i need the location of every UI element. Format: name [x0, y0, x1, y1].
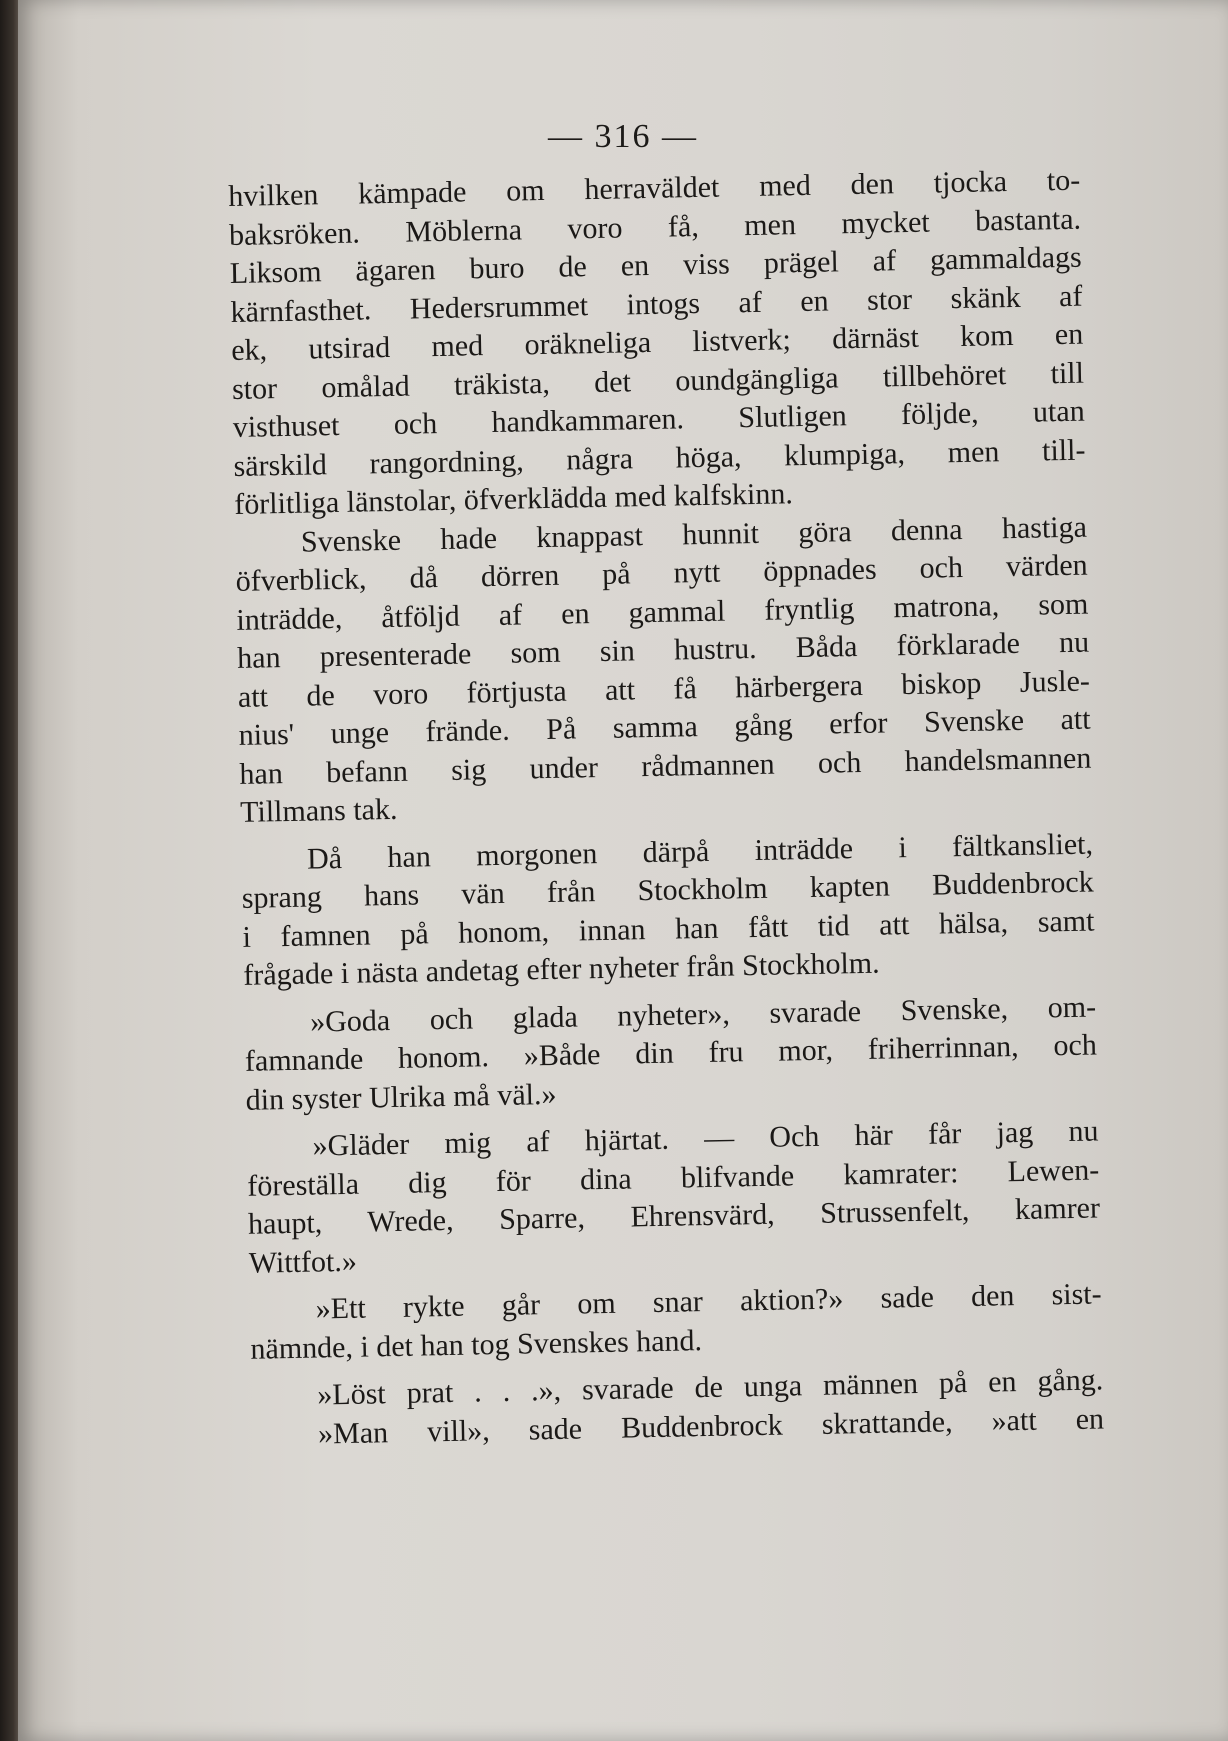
- text-line: öfverblick, då dörren på nytt öppnades och värden: [235, 548, 1088, 598]
- text-line: »Man vill», sade Buddenbrock skrattande, »att en: [317, 1401, 1105, 1450]
- text-line: nämnde, i det han tog Svenskes hand.: [250, 1323, 703, 1366]
- page-number: — 316 —: [548, 118, 698, 155]
- text-line: kärnfasthet. Hedersrummet intogs af en stor skänk af: [230, 279, 1083, 329]
- text-line: visthuset och handkammaren. Slutligen följde, utan: [232, 394, 1085, 444]
- text-line: ek, utsirad med oräkneliga listverk; därnäst kom en: [230, 317, 1084, 367]
- text-line: särskild rangordning, några höga, klumpiga, men till-: [233, 433, 1086, 483]
- text-line: Då han morgonen därpå inträdde i fältkansliet,: [306, 827, 1094, 876]
- text-line: Tillmans tak.: [239, 792, 398, 829]
- text-line: stor omålad träkista, det oundgängliga tillbehöret till: [231, 356, 1085, 406]
- text-line: Svenske hade knappast hunnit göra denna hastiga: [300, 510, 1088, 559]
- text-line: famnande honom. »Både din fru mor, friherrinnan, och: [244, 1028, 1098, 1078]
- text-line: Liksom ägaren buro de en viss prägel af gammaldags: [229, 240, 1082, 290]
- text-line: frågade i nästa andetag efter nyheter från Stockholm.: [242, 946, 880, 992]
- text-line: han presenterade som sin hustru. Båda förklarade nu: [236, 625, 1090, 675]
- text-line: din syster Ulrika må väl.»: [245, 1077, 557, 1117]
- text-line: baksröken. Möblerna voro få, men mycket bastanta.: [228, 202, 1082, 252]
- text-line: nius' unge frände. På samma gång erfor Svenske att: [238, 702, 1091, 752]
- text-line: hvilken kämpade om herraväldet med den tjocka to-: [228, 163, 1081, 213]
- text-line: i famnen på honom, innan han fått tid att hälsa, samt: [242, 904, 1095, 954]
- text-line: »Goda och glada nyheter», svarade Svenske, om-: [309, 989, 1097, 1039]
- text-line: »Ett rykte går om snar aktion?» sade den sist-: [315, 1277, 1102, 1326]
- text-line: haupt, Wrede, Sparre, Ehrensvärd, Strussenfelt, kamrer: [247, 1191, 1101, 1241]
- text-line: föreställa dig för dina blifvande kamrater: Lewen-: [247, 1152, 1100, 1203]
- text-line: att de voro förtjusta att få härbergera biskop Jusle-: [237, 664, 1091, 714]
- text-line: sprang hans vän från Stockholm kapten Buddenbrock: [241, 865, 1094, 915]
- text-line: »Gläder mig af hjärtat. — Och här får jag nu: [312, 1114, 1099, 1163]
- text-line: han befann sig under rådmannen och handelsmannen: [239, 741, 1092, 791]
- text-line: förlitliga länstolar, öfverklädda med kalfskinn.: [233, 477, 794, 521]
- text-line: »Löst prat . . .», svarade de unga männen på en gång.: [317, 1363, 1104, 1412]
- text-line: Wittfot.»: [248, 1244, 358, 1280]
- body-text: [228, 162, 1104, 1455]
- text-line: inträdde, åtföljd af en gammal fryntlig matrona, som: [236, 587, 1089, 637]
- book-page: [18, 0, 1228, 1741]
